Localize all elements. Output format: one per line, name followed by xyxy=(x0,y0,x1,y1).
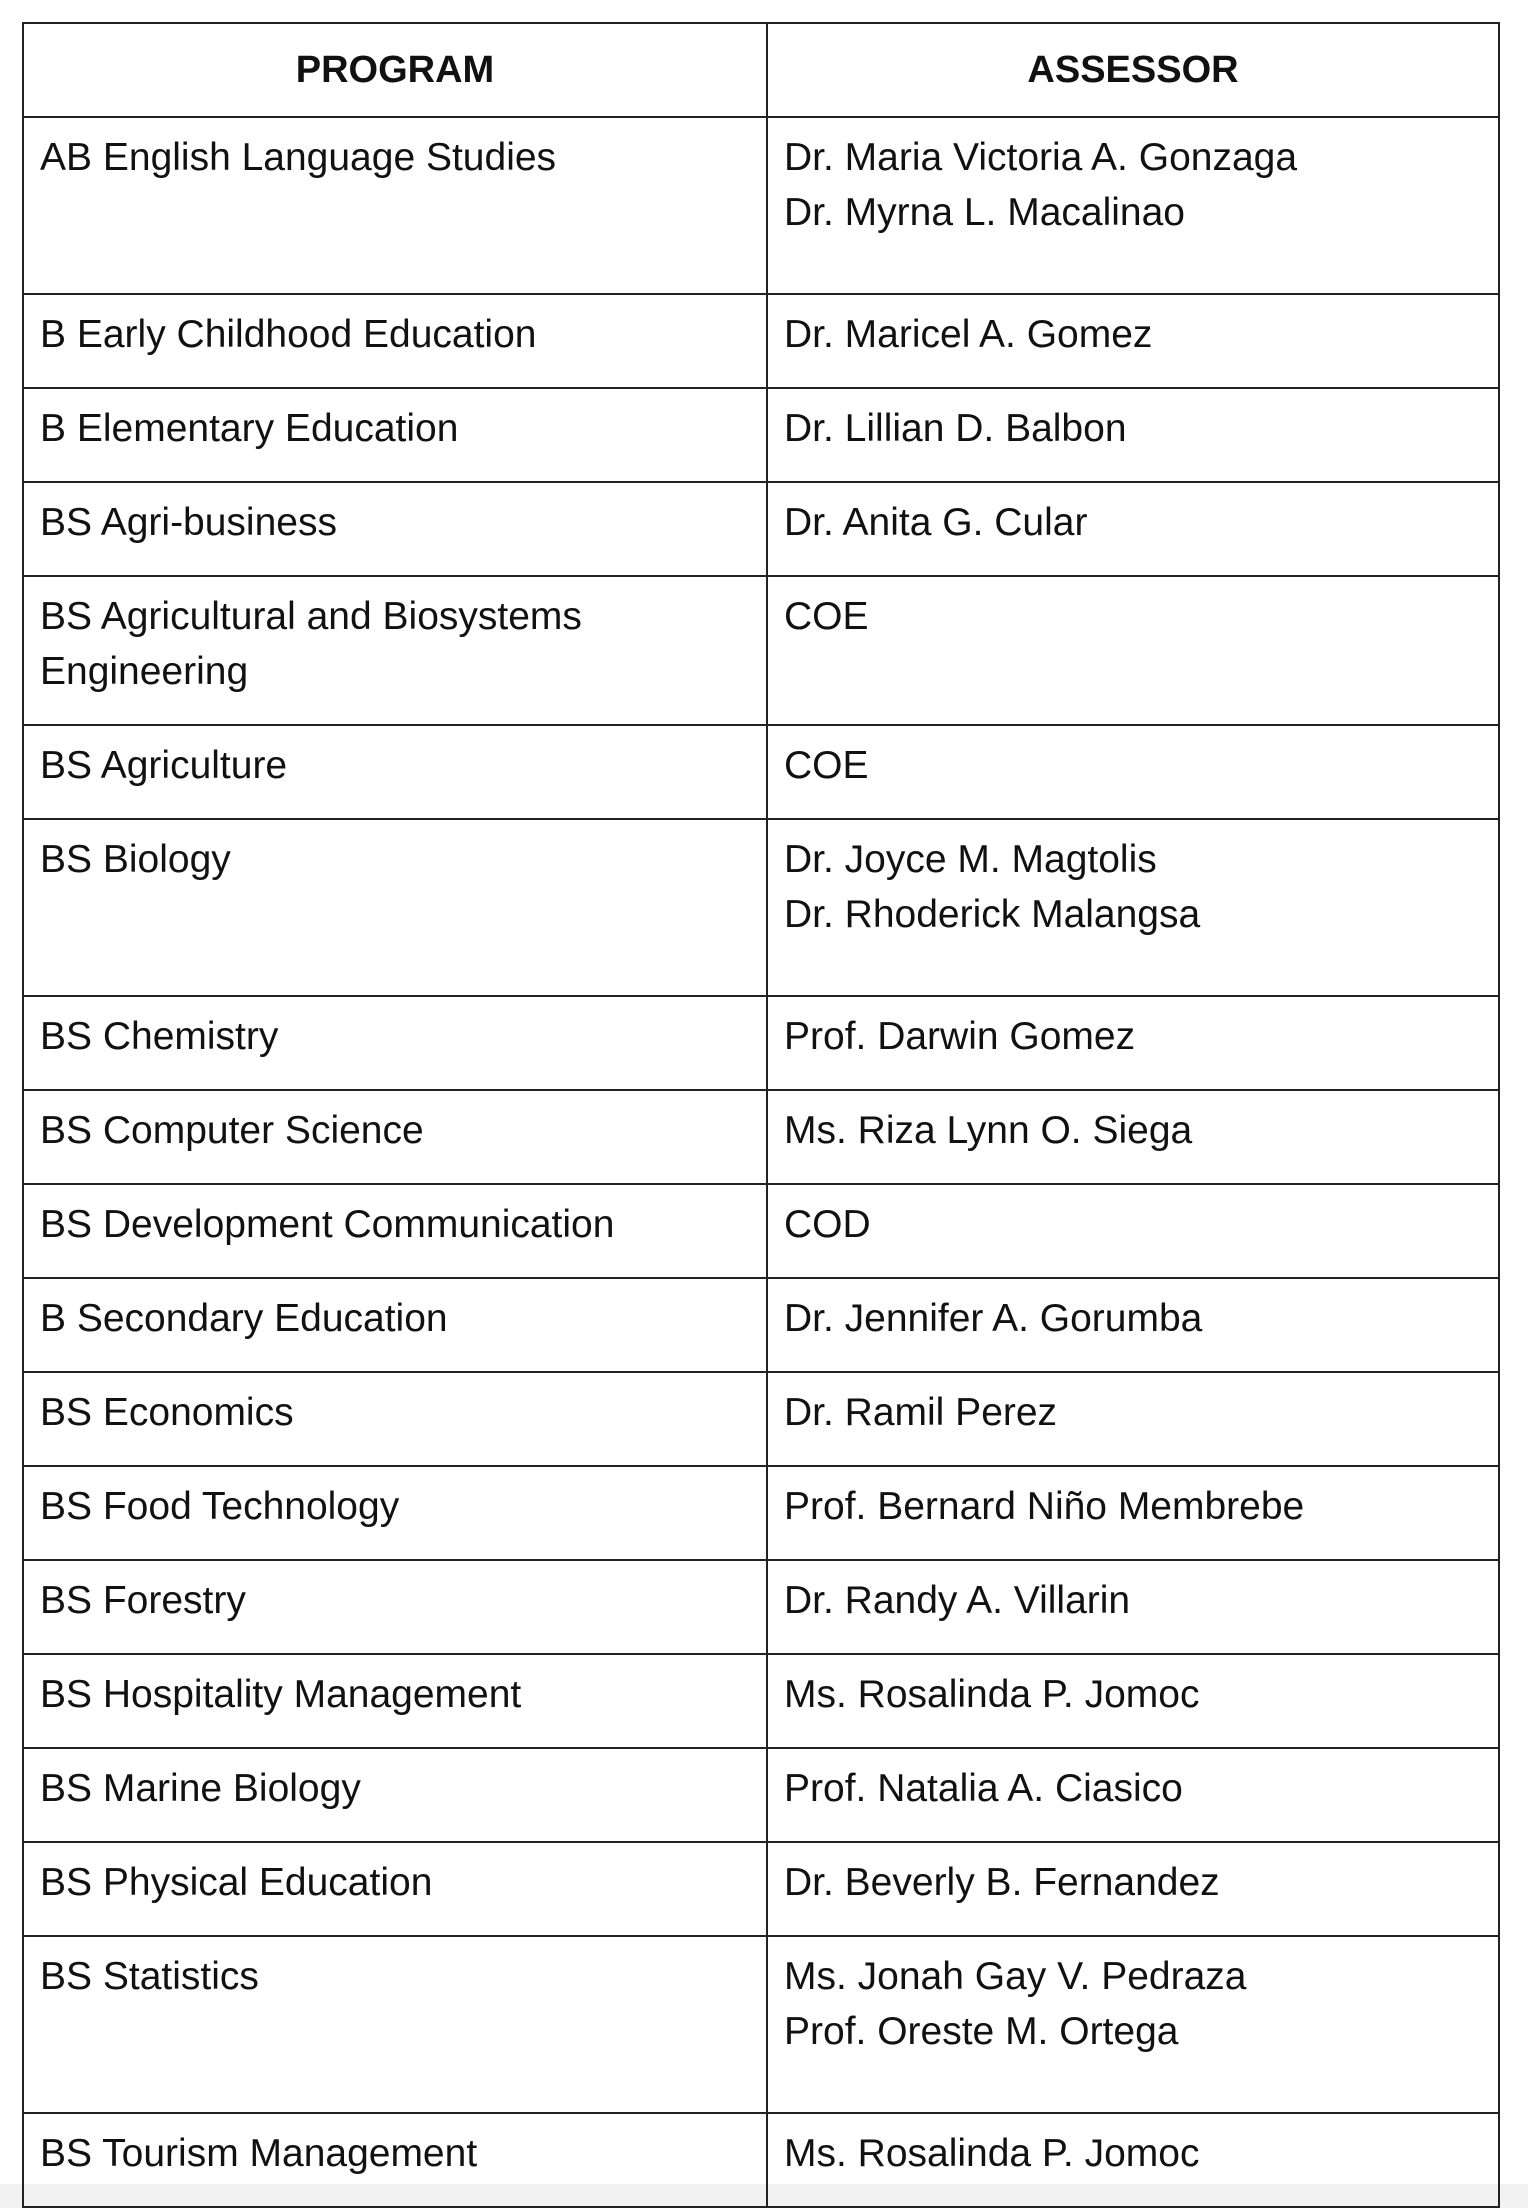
assessor-name: Prof. Darwin Gomez xyxy=(784,1015,1136,1058)
assessor-name: COE xyxy=(784,595,869,638)
table-body xyxy=(23,117,1499,2207)
program-name: BS Statistics xyxy=(40,1955,259,1998)
program-name: BS Agri-business xyxy=(40,501,337,544)
assessor-cell xyxy=(767,1372,1499,1466)
assessor-name: COD xyxy=(784,1203,871,1246)
table-row xyxy=(23,1278,1499,1372)
table-row xyxy=(23,1466,1499,1560)
table-row xyxy=(23,819,1499,996)
assessor-name: Dr. Ramil Perez xyxy=(784,1391,1058,1434)
assessor-name: Dr. Anita G. Cular xyxy=(784,501,1088,544)
program-name: AB English Language Studies xyxy=(40,136,557,179)
table-row xyxy=(23,2113,1499,2207)
assessor-name: Dr. Maria Victoria A. Gonzaga xyxy=(784,136,1298,179)
table-row xyxy=(23,482,1499,576)
assessor-cell xyxy=(767,1560,1499,1654)
program-cell xyxy=(23,996,767,1090)
program-name: BS Forestry xyxy=(40,1579,246,1622)
assessor-name: Dr. Rhoderick Malangsa xyxy=(784,893,1201,936)
table-header-row xyxy=(23,23,1499,117)
program-name: BS Computer Science xyxy=(40,1109,424,1152)
table-row xyxy=(23,1090,1499,1184)
program-cell xyxy=(23,1090,767,1184)
program-cell xyxy=(23,1278,767,1372)
program-name: BS Agriculture xyxy=(40,744,288,787)
table-row xyxy=(23,725,1499,819)
program-name: BS Food Technology xyxy=(40,1485,400,1528)
assessor-name: Dr. Randy A. Villarin xyxy=(784,1579,1131,1622)
assessor-cell xyxy=(767,1184,1499,1278)
assessor-cell xyxy=(767,1842,1499,1936)
assessor-cell xyxy=(767,388,1499,482)
assessor-name: Dr. Maricel A. Gomez xyxy=(784,313,1153,356)
program-cell xyxy=(23,1184,767,1278)
program-cell xyxy=(23,1466,767,1560)
assessor-name: Ms. Rosalinda P. Jomoc xyxy=(784,2132,1200,2175)
table-row xyxy=(23,1560,1499,1654)
assessor-cell xyxy=(767,725,1499,819)
table-row xyxy=(23,1372,1499,1466)
assessor-name: Prof. Natalia A. Ciasico xyxy=(784,1767,1183,1810)
program-name: BS Biology xyxy=(40,838,231,881)
program-cell xyxy=(23,294,767,388)
table-row xyxy=(23,294,1499,388)
assessor-name: Dr. Joyce M. Magtolis xyxy=(784,838,1157,881)
program-column-header: PROGRAM xyxy=(23,23,767,117)
program-cell xyxy=(23,482,767,576)
assessor-cell xyxy=(767,2113,1499,2207)
program-name: B Early Childhood Education xyxy=(40,313,537,356)
program-cell xyxy=(23,819,767,996)
program-name: BS Chemistry xyxy=(40,1015,279,1058)
assessor-cell xyxy=(767,1654,1499,1748)
assessor-name: Dr. Myrna L. Macalinao xyxy=(784,191,1185,234)
program-cell xyxy=(23,1842,767,1936)
program-name: BS Marine Biology xyxy=(40,1767,361,1810)
assessor-name: Ms. Riza Lynn O. Siega xyxy=(784,1109,1193,1152)
program-name: BS Agricultural and Biosystems Engineering xyxy=(40,595,582,693)
assessor-cell xyxy=(767,482,1499,576)
assessor-cell xyxy=(767,1936,1499,2113)
assessor-name: Dr. Lillian D. Balbon xyxy=(784,407,1127,450)
program-cell xyxy=(23,388,767,482)
assessor-name: Prof. Bernard Niño Membrebe xyxy=(784,1485,1305,1528)
program-cell xyxy=(23,576,767,725)
program-name: BS Development Communication xyxy=(40,1203,615,1246)
assessor-name: Ms. Rosalinda P. Jomoc xyxy=(784,1673,1200,1716)
assessor-cell xyxy=(767,1278,1499,1372)
assessor-column-header: ASSESSOR xyxy=(767,23,1499,117)
assessor-cell xyxy=(767,576,1499,725)
assessor-name: Dr. Jennifer A. Gorumba xyxy=(784,1297,1203,1340)
assessor-name: Dr. Beverly B. Fernandez xyxy=(784,1861,1220,1904)
assessor-cell xyxy=(767,819,1499,996)
assessor-cell xyxy=(767,996,1499,1090)
assessor-cell xyxy=(767,1748,1499,1842)
program-cell xyxy=(23,725,767,819)
table-row xyxy=(23,1842,1499,1936)
program-cell xyxy=(23,2113,767,2207)
program-cell xyxy=(23,1560,767,1654)
table-row xyxy=(23,388,1499,482)
program-name: BS Tourism Management xyxy=(40,2132,478,2175)
table-row xyxy=(23,996,1499,1090)
table-row xyxy=(23,1654,1499,1748)
table-row xyxy=(23,576,1499,725)
program-cell xyxy=(23,117,767,294)
program-name: B Elementary Education xyxy=(40,407,459,450)
program-name: BS Physical Education xyxy=(40,1861,433,1904)
program-name: B Secondary Education xyxy=(40,1297,448,1340)
assessor-cell xyxy=(767,1090,1499,1184)
assessor-name: Ms. Jonah Gay V. Pedraza xyxy=(784,1955,1247,1998)
table-row xyxy=(23,1184,1499,1278)
table-row xyxy=(23,117,1499,294)
assessor-name: Prof. Oreste M. Ortega xyxy=(784,2010,1179,2053)
program-cell xyxy=(23,1936,767,2113)
assessor-cell xyxy=(767,1466,1499,1560)
table-row xyxy=(23,1936,1499,2113)
assessor-cell xyxy=(767,294,1499,388)
program-name: BS Economics xyxy=(40,1391,294,1434)
table-row xyxy=(23,1748,1499,1842)
program-cell xyxy=(23,1654,767,1748)
program-assessor-table xyxy=(22,22,1500,2208)
program-cell xyxy=(23,1748,767,1842)
assessor-cell xyxy=(767,117,1499,294)
program-name: BS Hospitality Management xyxy=(40,1673,522,1716)
program-cell xyxy=(23,1372,767,1466)
assessor-name: COE xyxy=(784,744,869,787)
